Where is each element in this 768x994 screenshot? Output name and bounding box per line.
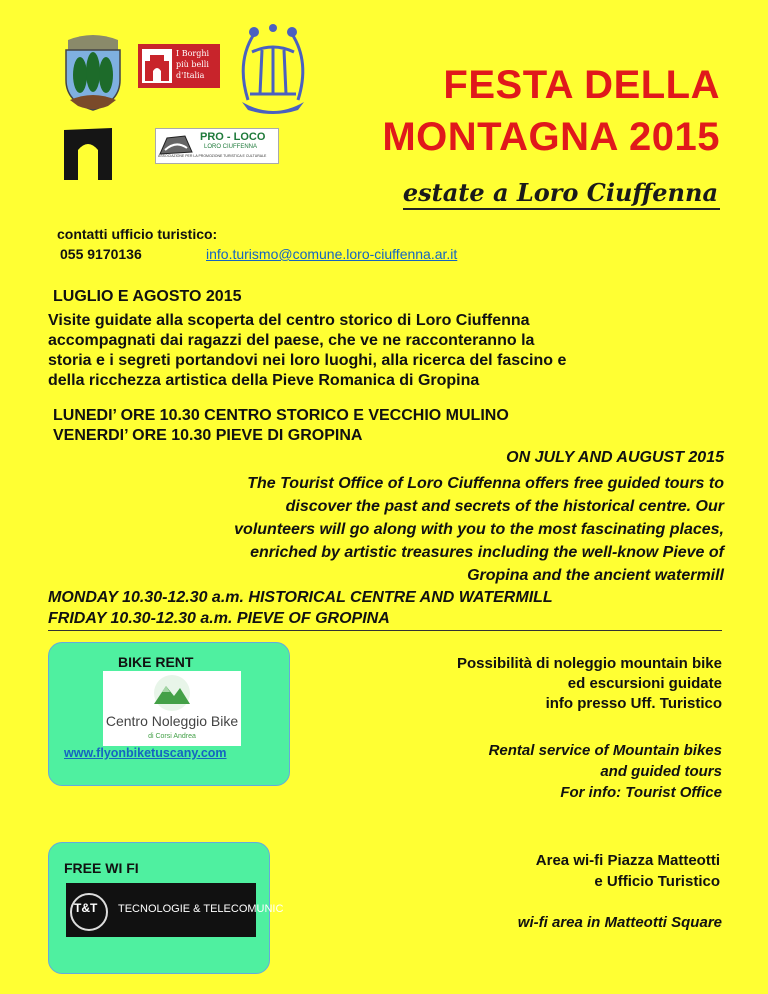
english-body-line: discover the past and secrets of the historical centre. Our: [285, 498, 724, 515]
proloco-title: PRO - LOCO: [200, 131, 266, 143]
wifi-label: FREE WI FI: [64, 860, 139, 876]
schedule-line: FRIDAY 10.30-12.30 a.m. PIEVE OF GROPINA: [48, 610, 390, 627]
proloco-subtitle: LORO CIUFFENNA: [204, 144, 258, 150]
english-body-line: The Tourist Office of Loro Ciuffenna offers free guided tours to: [247, 475, 724, 492]
bike-logo-text: Centro Noleggio Bike: [105, 713, 239, 729]
english-body-line: volunteers will go along with you to the most fascinating places,: [234, 521, 724, 538]
italian-body: [48, 311, 566, 391]
english-heading: ON JULY AND AUGUST 2015: [506, 449, 724, 466]
english-body: [234, 472, 724, 587]
wifi-info-italian: [536, 850, 720, 892]
bike-info-line: ed escursioni guidate: [567, 675, 722, 692]
wifi-info-english: wi-fi area in Matteotti Square: [517, 914, 722, 931]
english-schedule: [48, 587, 553, 629]
tt-logo: [66, 883, 284, 937]
coat-of-arms-logo: [58, 30, 128, 110]
schedule-line: VENERDI’ ORE 10.30 PIEVE DI GROPINA: [53, 427, 363, 444]
borghi-text-2: più belli: [176, 60, 209, 69]
event-title-line2: MONTAGNA 2015: [382, 115, 720, 159]
bike-info-line: Possibilità di noleggio mountain bike: [456, 655, 722, 672]
english-body-line: Gropina and the ancient watermill: [467, 567, 724, 584]
proloco-tagline: ASSOCIAZIONE PER LA PROMOZIONE TURISTICA E CULTURALE: [158, 154, 267, 158]
contacts-email-link[interactable]: info.turismo@comune.loro-ciuffenna.ar.it: [206, 246, 458, 262]
bike-logo-subtext: di Corsi Andrea: [148, 733, 196, 740]
bike-url-link[interactable]: www.flyonbiketuscany.com: [64, 746, 227, 760]
contacts-label: contatti ufficio turistico:: [57, 226, 218, 242]
italian-body-line: storia e i segreti portandovi nei loro luoghi, alla ricerca del fascino e: [48, 352, 567, 369]
event-subtitle: estate a Loro Ciuffenna: [403, 178, 720, 210]
borghi-logo: [138, 44, 220, 88]
borghi-text-3: d'Italia: [176, 71, 205, 80]
event-title-line1: FESTA DELLA: [443, 63, 720, 107]
wifi-info-line: e Ufficio Turistico: [594, 873, 720, 890]
wifi-info-line: Area wi-fi Piazza Matteotti: [535, 852, 720, 869]
stone-arch-logo: [62, 126, 114, 182]
english-body-line: enriched by artistic treasures including the well-know Pieve of: [250, 544, 724, 561]
bike-info-line: Rental service of Mountain bikes: [488, 742, 722, 759]
bike-info-line: For info: Tourist Office: [560, 784, 722, 801]
borghi-text-1: I Borghi: [176, 49, 210, 58]
bike-rent-label: BIKE RENT: [118, 654, 194, 670]
bike-info-line: and guided tours: [600, 763, 722, 780]
section-divider: [48, 630, 722, 631]
bike-logo: [103, 671, 241, 746]
schedule-line: MONDAY 10.30-12.30 a.m. HISTORICAL CENTRE AND WATERMILL: [48, 589, 553, 606]
tt-mark: T&T: [74, 901, 98, 915]
bike-info-english: [489, 740, 722, 803]
tt-logo-text: TECNOLOGIE & TELECOMUNIC: [118, 903, 284, 915]
lyre-logo: [232, 22, 314, 120]
proloco-logo: [155, 128, 279, 164]
italian-heading: LUGLIO E AGOSTO 2015: [53, 288, 242, 305]
italian-schedule: [53, 406, 509, 446]
italian-body-line: della ricchezza artistica della Pieve Romanica di Gropina: [48, 372, 480, 389]
schedule-line: LUNEDI’ ORE 10.30 CENTRO STORICO E VECCHIO MULINO: [53, 407, 509, 424]
bike-info-line: info presso Uff. Turistico: [545, 695, 722, 712]
italian-body-line: Visite guidate alla scoperta del centro storico di Loro Ciuffenna: [48, 312, 530, 329]
contacts-phone: 055 9170136: [60, 246, 142, 262]
bike-info-italian: [457, 654, 722, 714]
italian-body-line: accompagnati dai ragazzi del paese, che ve ne racconteranno la: [48, 332, 535, 349]
